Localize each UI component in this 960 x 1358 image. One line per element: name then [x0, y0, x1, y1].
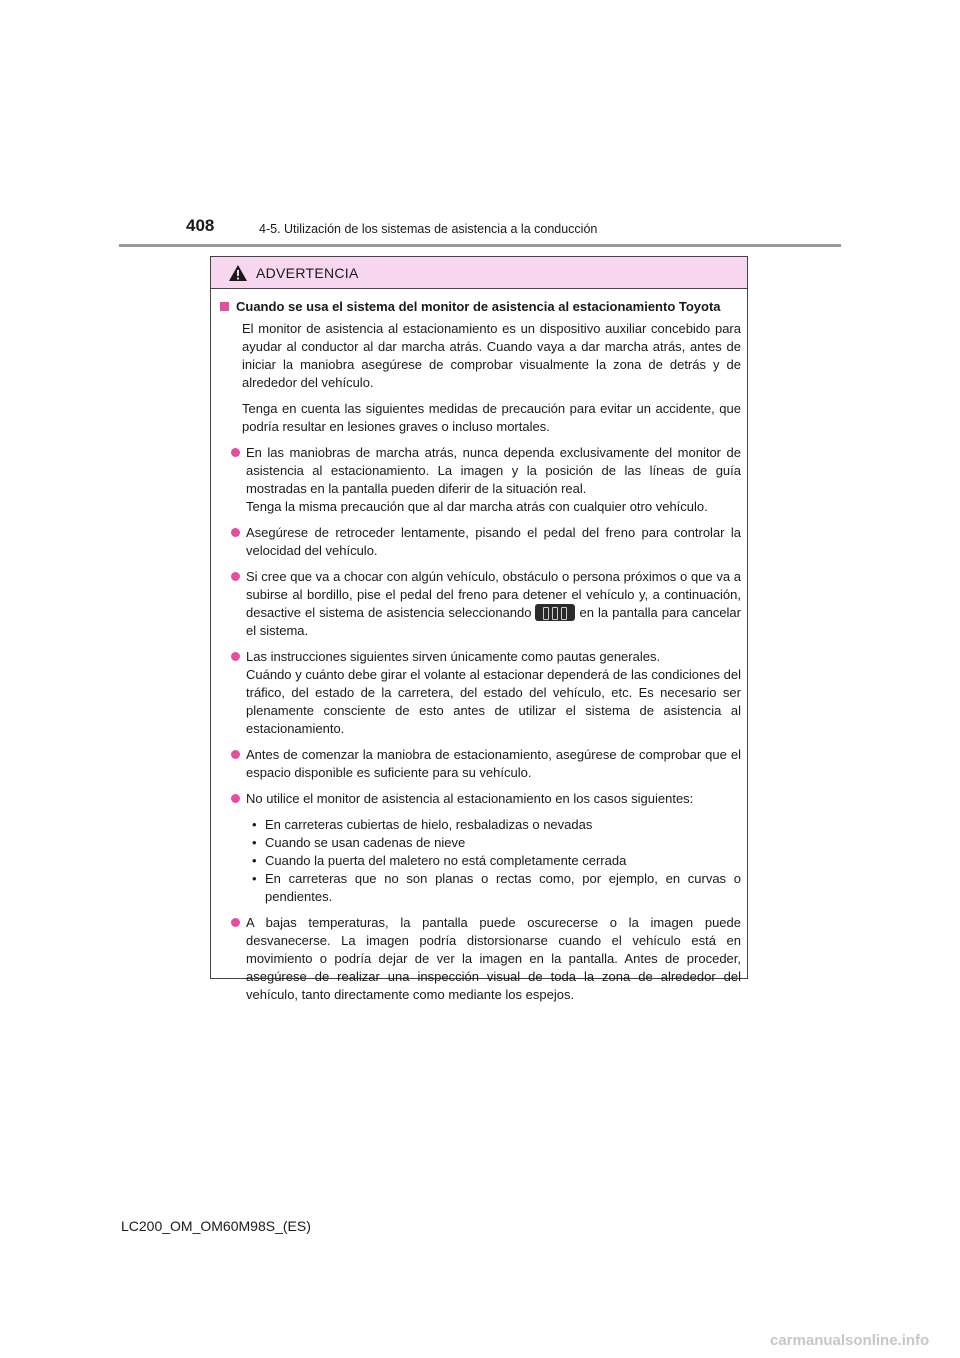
square-bullet-icon [220, 302, 229, 311]
warning-subheading [219, 298, 741, 316]
parking-assist-button-icon [535, 604, 575, 621]
bullet-text-after-icon: en la pantalla para cancelar el sistema. [246, 605, 741, 638]
list-item [219, 746, 741, 782]
round-bullet-icon [231, 794, 240, 803]
round-bullet-icon [231, 448, 240, 457]
warning-box [210, 256, 748, 1002]
bullet-text: Antes de comenzar la maniobra de estacionamiento, asegúrese de comprobar que el espacio disponible es suficiente para su vehículo. [246, 747, 741, 780]
sub-item-text: Cuando se usan cadenas de nieve [265, 835, 466, 850]
round-bullet-icon [231, 528, 240, 537]
round-bullet-icon [231, 750, 240, 759]
bullet-text: Las instrucciones siguientes sirven únicamente como pautas generales. [246, 649, 661, 664]
bullet-text: En las maniobras de marcha atrás, nunca dependa exclusivamente del monitor de asistencia al estacionamiento. La imagen y la posición de las líneas de guía mostradas en la pantalla pueden diferir de la situación real. [246, 445, 741, 496]
warning-title: ADVERTENCIA [256, 264, 359, 281]
bullet-text-continued: Tenga la misma precaución que al dar marcha atrás con cualquier otro vehículo. [246, 499, 708, 514]
list-item [219, 568, 741, 640]
intro-paragraph-2: Tenga en cuenta las siguientes medidas de precaución para evitar un accidente, que podría resultar en lesiones graves o incluso mortales. [242, 401, 741, 434]
bullet-text: No utilice el monitor de asistencia al estacionamiento en los casos siguientes: [246, 791, 694, 806]
bullet-text-continued: Cuándo y cuánto debe girar el volante al estacionar dependerá de las condiciones del tráfico, del estado de la carretera, del estado del vehículo, etc. Es necesario ser plenamente consciente de esto antes de utilizar el sistema de asistencia al estacionamiento. [246, 667, 741, 736]
sub-list-item: • En carreteras que no son planas o rectas como, por ejemplo, en curvas o pendientes. [252, 871, 741, 904]
document-code: LC200_OM_OM60M98S_(ES) [121, 1218, 311, 1234]
sub-list-item: • Cuando se usan cadenas de nieve [246, 834, 741, 852]
list-item [219, 444, 741, 516]
intro-paragraph-1: El monitor de asistencia al estacionamiento es un dispositivo auxiliar concebido para ayudar al conductor al dar marcha atrás. Cuando vaya a dar marcha atrás, antes de iniciar la maniobra asegúrese de comprobar visualmente la zona de detrás y de alrededor del vehículo. [242, 321, 741, 390]
bullet-text: Si cree que va a chocar con algún vehículo, obstáculo o persona próximos o que va a subirse al bordillo, pise el pedal del freno para detener el vehículo y, a continuación, desactive el sistema de asistencia seleccionando [246, 569, 741, 620]
sub-list-item: • Cuando la puerta del maletero no está completamente cerrada [246, 852, 741, 870]
round-bullet-icon [231, 652, 240, 661]
sub-list-item: • En carreteras cubiertas de hielo, resbaladizas o nevadas [246, 816, 741, 834]
header-divider [119, 244, 841, 247]
list-item [219, 914, 741, 1004]
warning-triangle-icon [228, 264, 248, 282]
sub-item-text: En carreteras que no son planas o rectas como, por ejemplo, en curvas o pendientes. [265, 871, 741, 904]
section-title: 4-5. Utilización de los sistemas de asistencia a la conducción [259, 222, 598, 236]
round-bullet-icon [231, 572, 240, 581]
page-number: 408 [186, 216, 215, 235]
watermark: carmanualsonline.info [770, 1332, 930, 1349]
sub-item-text: Cuando la puerta del maletero no está completamente cerrada [265, 853, 627, 868]
sub-item-text: En carreteras cubiertas de hielo, resbaladizas o nevadas [265, 817, 593, 832]
round-bullet-icon [231, 918, 240, 927]
warning-body [211, 289, 747, 1004]
bullet-text: A bajas temperaturas, la pantalla puede oscurecerse o la imagen puede desvanecerse. La imagen podría distorsionarse cuando el vehículo está en movimiento o podría dejar de ver la imagen en la pantalla. Antes de proceder, asegúrese de realizar una inspección visual de toda la zona de alrededor del vehículo, tanto directamente como mediante los espejos. [246, 915, 741, 1002]
warning-header [211, 257, 747, 289]
list-item [219, 524, 741, 560]
subheading-text: Cuando se usa el sistema del monitor de asistencia al estacionamiento Toyota [236, 299, 721, 314]
bullet-text: Asegúrese de retroceder lentamente, pisando el pedal del freno para controlar la velocidad del vehículo. [246, 525, 741, 558]
list-item [219, 648, 741, 738]
list-item [219, 790, 741, 906]
